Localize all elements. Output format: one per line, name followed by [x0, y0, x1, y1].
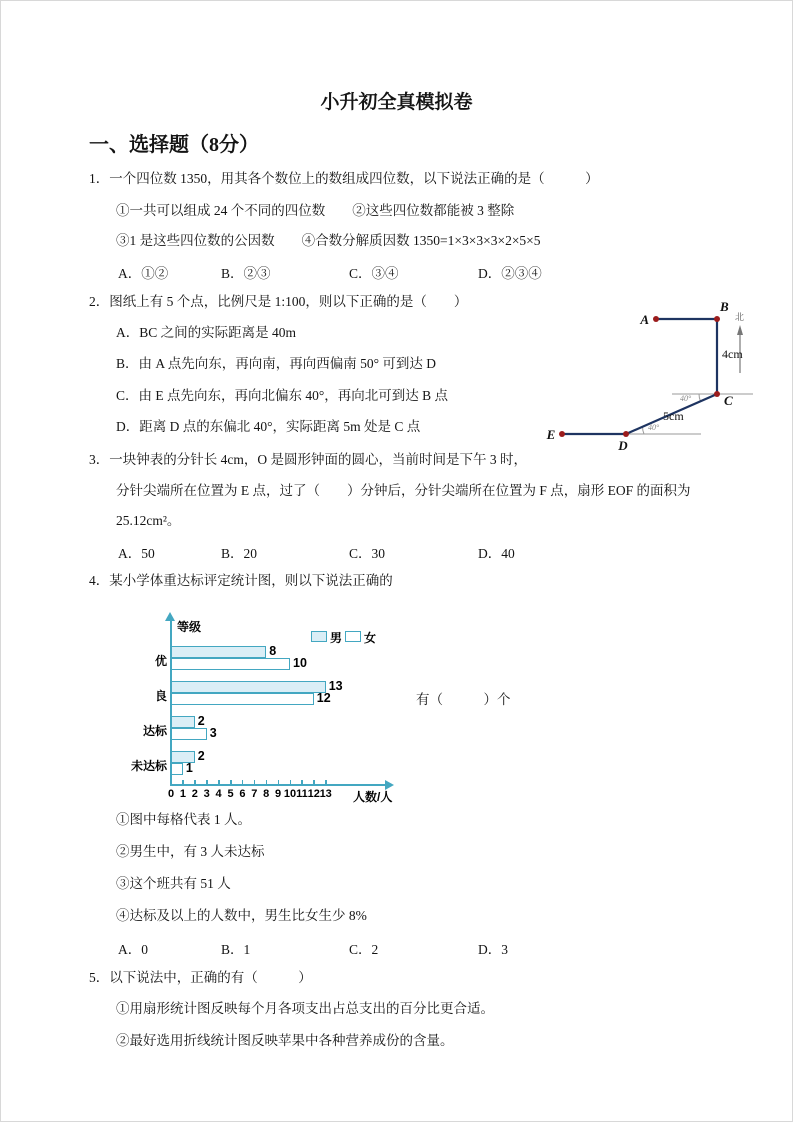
- q1-line2: ①一共可以组成 24 个不同的四位数 ②这些四位数都能被 3 整除: [116, 203, 515, 218]
- x-tick: [242, 780, 244, 786]
- x-tick-label: 0: [167, 788, 175, 800]
- y-axis-title: 等级: [177, 620, 202, 634]
- x-tick: [171, 780, 173, 786]
- q4-option-b: B．1: [221, 942, 251, 957]
- angle-arc-c: [699, 394, 701, 401]
- x-tick-label: 12: [307, 788, 320, 800]
- weight-chart: [131, 615, 466, 815]
- q1-option-b: B．②③: [221, 266, 271, 281]
- point-a-label: A: [640, 312, 649, 327]
- cd-length-label: 5cm: [663, 409, 684, 423]
- q4-statement-1: ①图中每格代表 1 人。: [116, 812, 251, 827]
- x-tick: [325, 780, 327, 786]
- angle-arc-d: [643, 427, 645, 434]
- q1-option-a: A．①②: [118, 266, 169, 281]
- point-d-label: D: [618, 438, 628, 453]
- q2-option-c: C．由 E 点先向东，再向北偏东 40°，再向北可到达 B 点: [116, 388, 449, 403]
- chart-bar-女-良: [171, 693, 314, 705]
- q1-option-d: D．②③④: [478, 266, 542, 281]
- x-tick: [266, 780, 268, 786]
- q5-statement-1: ①用扇形统计图反映每个月各项支出占总支出的百分比更合适。: [116, 1001, 494, 1016]
- page-title: 小升初全真模拟卷: [320, 92, 473, 113]
- q3-option-a: A．50: [118, 546, 155, 561]
- bar-value-label: 12: [316, 691, 331, 705]
- q1-stem: 1．一个四位数 1350，用其各个数位上的数组成四位数，以下说法正确的是（ ）: [89, 171, 599, 186]
- category-label-良: 良: [154, 689, 167, 703]
- x-tick-label: 2: [191, 788, 198, 800]
- x-tick-label: 7: [251, 788, 258, 800]
- point-b-dot: [714, 316, 720, 322]
- q3-option-d: D．40: [478, 546, 515, 561]
- q2-option-a: A．BC 之间的实际距离是 40m: [116, 325, 297, 340]
- q1-line3: ③1 是这些四位数的公因数 ④合数分解质因数 1350=1×3×3×3×2×5×5: [116, 233, 541, 248]
- chart-bar-男-优: [171, 646, 266, 658]
- q4-statement-3: ③这个班共有 51 人: [116, 876, 231, 891]
- x-tick: [218, 780, 220, 786]
- legend-swatch-female: [345, 631, 361, 642]
- bc-length-label: 4cm: [722, 347, 743, 361]
- chart-bar-女-未达标: [171, 763, 183, 775]
- x-tick: [230, 780, 232, 786]
- bar-value-label: 2: [197, 714, 205, 728]
- q5-statement-2: ②最好选用折线统计图反映苹果中各种营养成份的含量。: [116, 1033, 454, 1048]
- x-tick: [313, 780, 315, 786]
- x-tick: [290, 780, 292, 786]
- point-e-dot: [559, 431, 565, 437]
- chart-bar-男-达标: [171, 716, 195, 728]
- angle-d-label: 40°: [648, 423, 660, 432]
- bar-value-label: 3: [209, 726, 217, 740]
- q5-stem: 5．以下说法中，正确的有（ ）: [89, 970, 312, 985]
- y-axis-arrow-icon: [165, 612, 175, 621]
- x-tick-label: 3: [203, 788, 210, 800]
- q2-map-diagram: [539, 294, 793, 462]
- x-tick-label: 11: [296, 788, 308, 800]
- point-c-label: C: [724, 393, 733, 408]
- x-tick-label: 5: [227, 788, 234, 800]
- point-b-label: B: [720, 299, 729, 314]
- x-tick-label: 10: [283, 788, 297, 800]
- category-label-优: 优: [154, 654, 167, 668]
- point-c-dot: [714, 391, 720, 397]
- q3-option-c: C．30: [349, 546, 386, 561]
- q3-line3: 25.12cm²。: [116, 513, 181, 528]
- x-tick: [254, 780, 256, 786]
- category-label-达标: 达标: [142, 724, 167, 738]
- x-tick-label: 9: [275, 788, 282, 800]
- north-label: 北: [735, 312, 745, 322]
- legend-label-female: 女: [364, 631, 377, 645]
- q2-option-b: B．由 A 点先向东，再向南，再向西偏南 50° 可到达 D: [116, 356, 437, 371]
- x-tick: [278, 780, 280, 786]
- chart-bar-男-良: [171, 681, 326, 693]
- q4-statement-2: ②男生中，有 3 人未达标: [116, 844, 265, 859]
- bar-value-label: 13: [328, 679, 343, 693]
- x-tick: [301, 780, 303, 786]
- q3-line2: 分针尖端所在位置为 E 点，过了（ ）分钟后，分针尖端所在位置为 F 点，扇形 EOF 的面积为: [116, 483, 691, 498]
- q4-option-c: C．2: [349, 942, 379, 957]
- x-tick-label: 1: [179, 788, 186, 800]
- q4-option-a: A．0: [118, 942, 148, 957]
- q4-stem: 4．某小学体重达标评定统计图，则以下说法正确的: [89, 573, 393, 588]
- x-tick-label: 8: [263, 788, 270, 800]
- legend-swatch-male: [311, 631, 327, 642]
- q4-statement-4: ④达标及以上的人数中，男生比女生少 8%: [116, 908, 367, 923]
- angle-c-label: 40°: [680, 394, 692, 403]
- point-e-label: E: [546, 427, 556, 442]
- q4-side-text: 有（ ）个: [416, 692, 511, 707]
- x-tick: [194, 780, 196, 786]
- x-tick-label: 6: [239, 788, 246, 800]
- point-d-dot: [623, 431, 629, 437]
- legend-label-male: 男: [330, 631, 343, 645]
- point-a-dot: [653, 316, 659, 322]
- chart-bar-女-达标: [171, 728, 207, 740]
- bar-value-label: 1: [185, 761, 193, 775]
- chart-bar-女-优: [171, 658, 290, 670]
- x-axis-title: 人数/人: [353, 790, 393, 804]
- x-tick-label: 4: [215, 788, 222, 800]
- q3-option-b: B．20: [221, 546, 258, 561]
- section-heading: 一、选择题（8分）: [89, 134, 259, 156]
- x-tick: [206, 780, 208, 786]
- route-polyline: [562, 319, 717, 434]
- q4-option-d: D．3: [478, 942, 508, 957]
- north-arrow-head-icon: [737, 325, 743, 335]
- q2-option-d: D．距离 D 点的东偏北 40°，实际距离 5m 处是 C 点: [116, 419, 421, 434]
- q2-stem: 2．图纸上有 5 个点，比例尺是 1:100，则以下正确的是（ ）: [89, 294, 468, 309]
- bar-value-label: 2: [197, 749, 205, 763]
- bar-value-label: 8: [269, 644, 277, 658]
- bar-value-label: 10: [293, 656, 307, 670]
- q3-stem: 3．一块钟表的分针长 4cm，O 是圆形钟面的圆心，当前时间是下午 3 时，: [89, 452, 527, 467]
- category-label-未达标: 未达标: [131, 759, 168, 773]
- x-tick-label: 13: [319, 788, 332, 800]
- x-tick: [182, 780, 184, 786]
- q1-option-c: C．③④: [349, 266, 399, 281]
